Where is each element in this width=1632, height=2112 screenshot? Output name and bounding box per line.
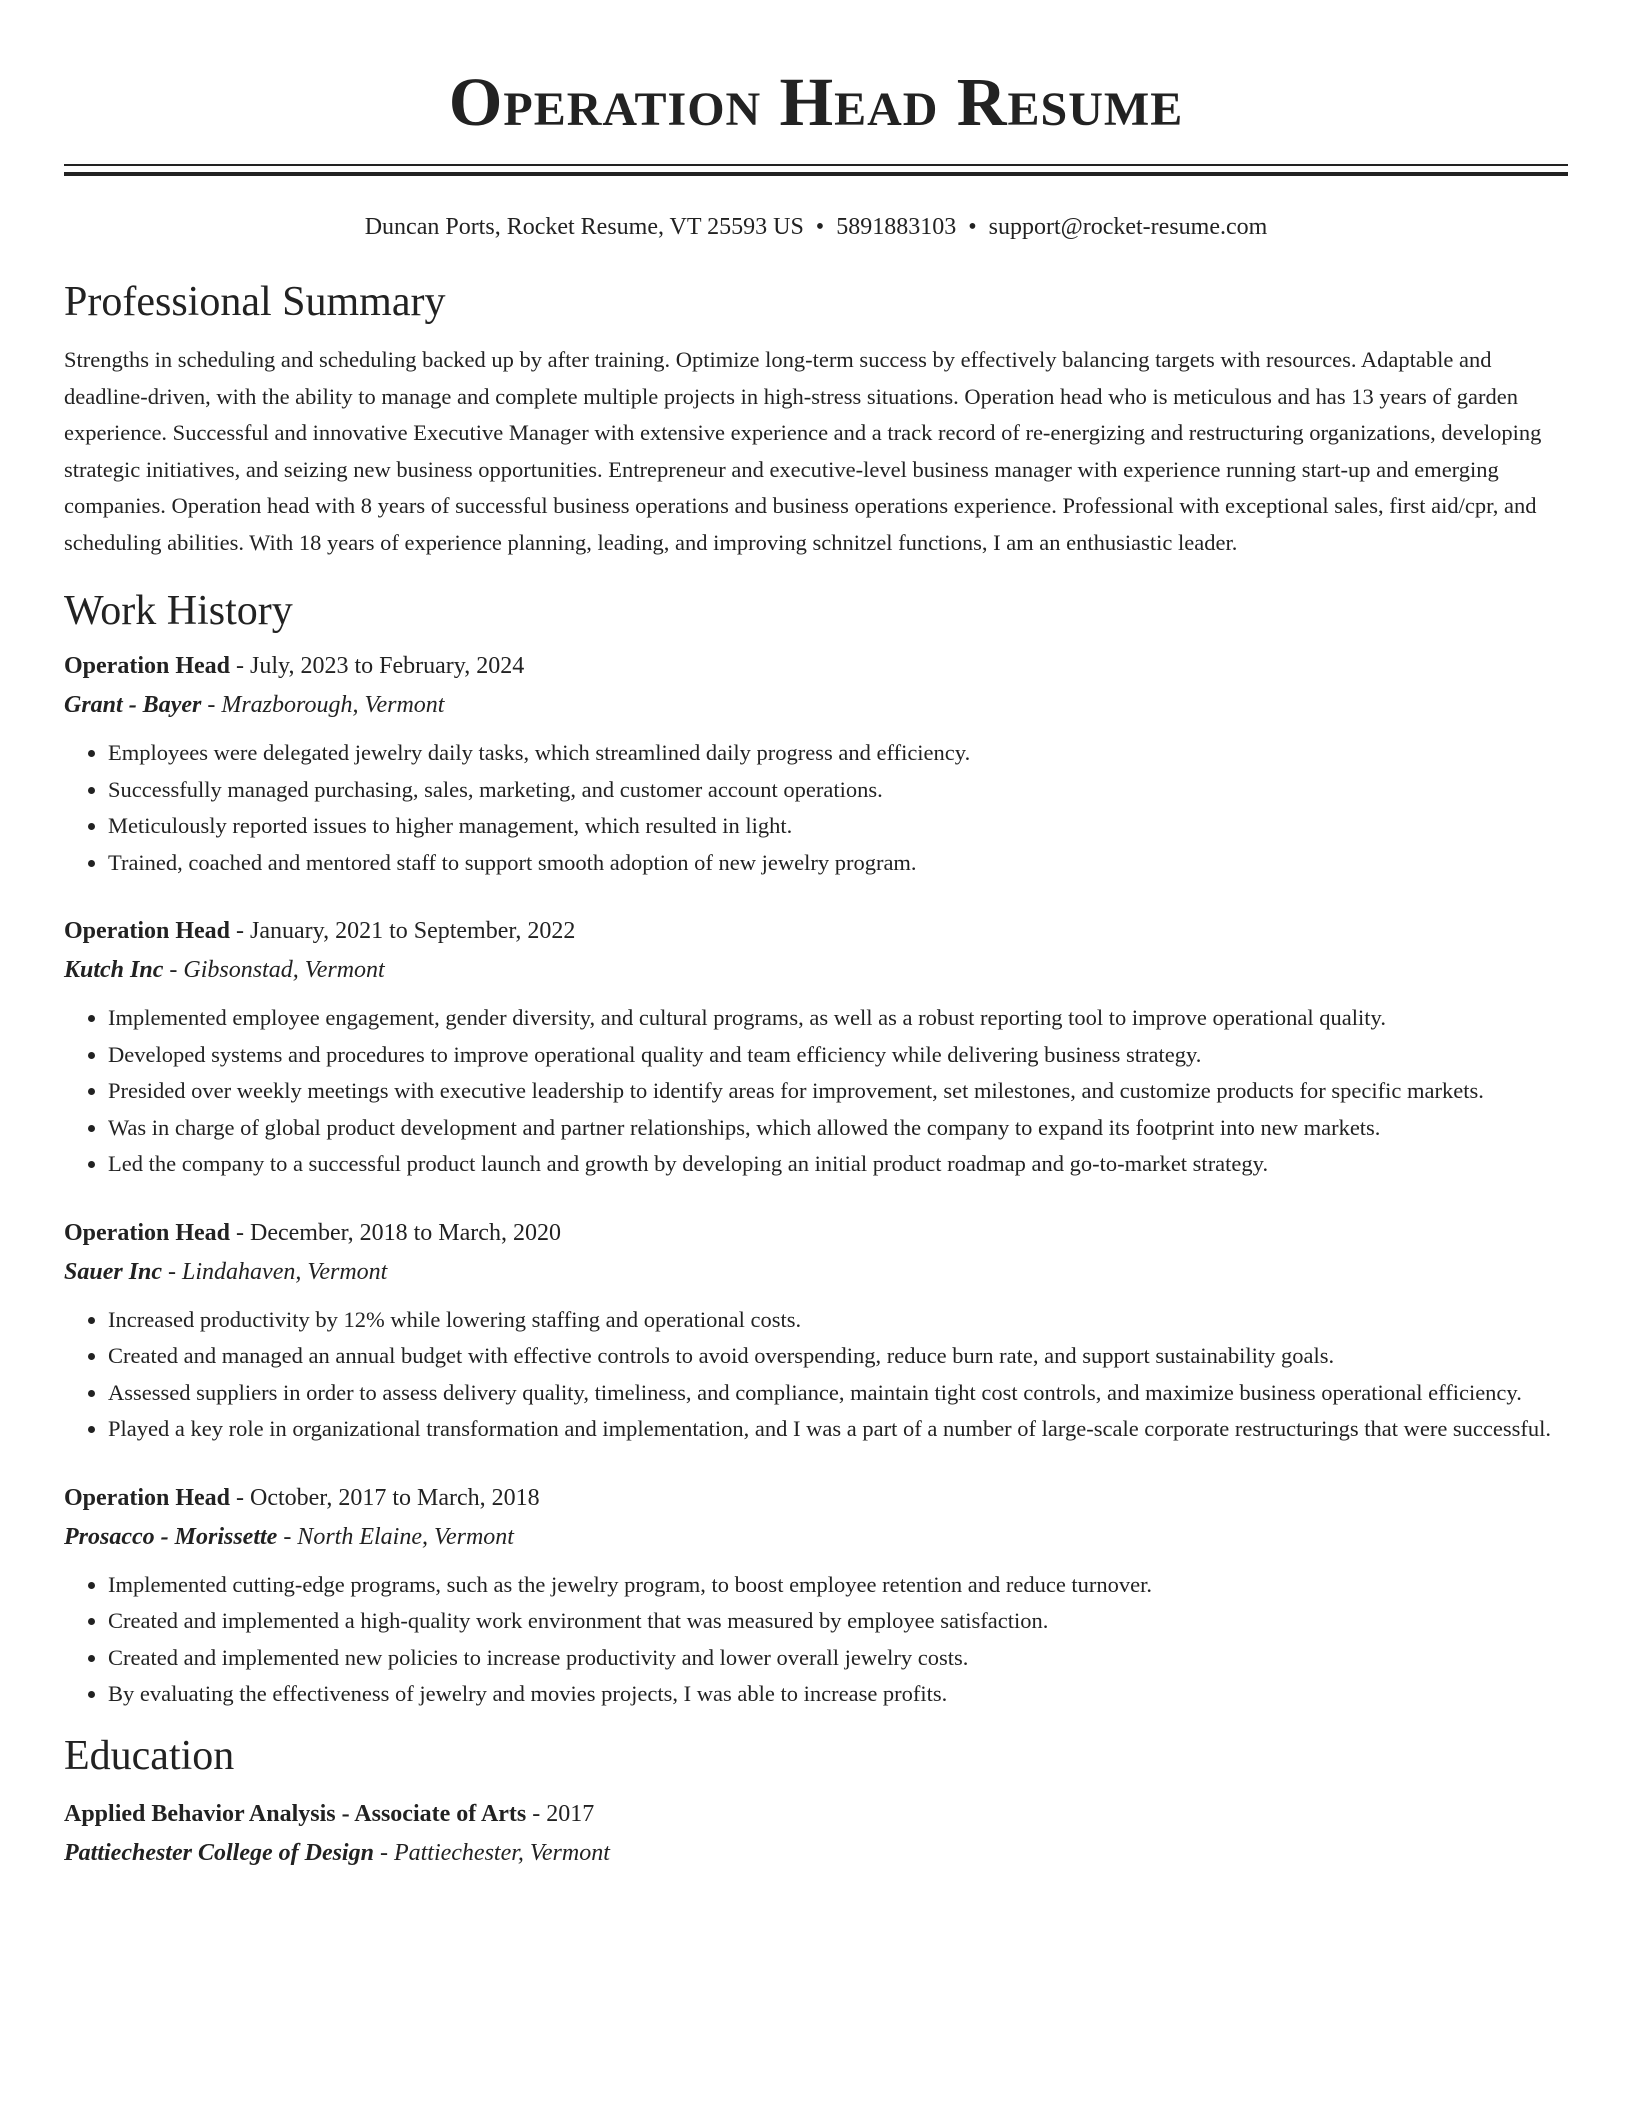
list-item: • Meticulously reported issues to higher management, which resulted in light.: [108, 808, 1568, 845]
job-dates: - December, 2018 to March, 2020: [230, 1219, 561, 1246]
resume-title: Operation Head Resume: [448, 64, 1184, 140]
list-item: • Implemented cutting-edge programs, such as the jewelry program, to boost employee retention and reduce turnover.: [108, 1567, 1568, 1604]
job-location: - Gibsonstad, Vermont: [163, 957, 385, 983]
education-degree-line: [64, 1794, 1568, 1834]
job-company-line: [64, 1253, 1568, 1292]
job-dates: - July, 2023 to February, 2024: [230, 653, 525, 679]
education-location: - Pattiechester, Vermont: [373, 1839, 610, 1866]
education-section: [64, 1731, 1568, 1873]
education-year: - 2017: [526, 1800, 595, 1827]
list-item: • Created and managed an annual budget with effective controls to avoid overspending, reduce burn rate, and support sustainability goals.: [108, 1338, 1568, 1375]
list-item: • Developed systems and procedures to improve operational quality and team efficiency while delivering business strategy.: [108, 1037, 1568, 1074]
job-title-line: [64, 1213, 1568, 1253]
contact-separator: •: [968, 214, 977, 240]
list-item: • Created and implemented a high-quality work environment that was measured by employee satisfaction.: [108, 1603, 1568, 1640]
job-entry: [64, 911, 1568, 1183]
job-bullets: [64, 1000, 1568, 1183]
job-bullets: [64, 735, 1568, 881]
list-item: • Presided over weekly meetings with executive leadership to identify areas for improvement, set milestones, and customize products for specific markets.: [108, 1073, 1568, 1110]
list-item: • Played a key role in organizational transformation and implementation, and I was a part of a number of large-scale corporate restructurings that were successful.: [108, 1411, 1568, 1448]
job-bullets: [64, 1302, 1568, 1448]
list-item: • Implemented employee engagement, gender diversity, and cultural programs, as well as a robust reporting tool to improve operational quality.: [108, 1000, 1568, 1037]
job-company: Prosacco - Morissette: [64, 1523, 278, 1550]
job-location: - North Elaine, Vermont: [277, 1523, 514, 1550]
list-item: • Led the company to a successful product launch and growth by developing an initial product roadmap and go-to-market strategy.: [108, 1146, 1568, 1183]
job-role: Operation Head: [64, 1484, 230, 1511]
job-location: - Lindahaven, Vermont: [162, 1258, 388, 1285]
job-company: Sauer Inc: [64, 1258, 163, 1285]
job-company-line: [64, 951, 1568, 990]
education-school-line: [64, 1834, 1568, 1873]
list-item: • Assessed suppliers in order to assess delivery quality, timeliness, and compliance, maintain tight cost controls, and maximize business operational efficiency.: [108, 1375, 1568, 1412]
education-degree: Applied Behavior Analysis - Associate of Arts: [64, 1800, 527, 1827]
section-heading: Work History: [64, 588, 293, 634]
job-company-line: [64, 686, 1568, 725]
work-history-section: [64, 586, 1568, 1713]
job-title-line: [64, 1478, 1568, 1518]
contact-phone: 5891883103: [836, 214, 957, 240]
summary-text: Strengths in scheduling and scheduling backed up by after training. Optimize long-term success by effectively balancing targets with resources. Adaptable and deadline-driven, with the ability to manage and complete multiple projects in high-stress situations. Operation head who is meticulous and has 13 years of garden experience. Successful and innovative Executive Manager with extensive experience and a track record of re-energizing and restructuring organizations, developing strategic initiatives, and seizing new business opportunities. Entrepreneur and executive-level business manager with experience running start-up and emerging companies. Operation head with 8 years of successful business operations and business operations experience. Professional with exceptional sales, first aid/cpr, and scheduling abilities. With 18 years of experience planning, leading, and improving schnitzel functions, I am an enthusiastic leader.: [64, 347, 1542, 555]
job-company: Grant - Bayer: [64, 692, 202, 718]
job-dates: - January, 2021 to September, 2022: [230, 918, 576, 944]
list-item: • Trained, coached and mentored staff to support smooth adoption of new jewelry program.: [108, 845, 1568, 882]
list-item: • Created and implemented new policies to increase productivity and lower overall jewelry costs.: [108, 1640, 1568, 1677]
list-item: • Successfully managed purchasing, sales, marketing, and customer account operations.: [108, 772, 1568, 809]
title-divider-thin: [64, 164, 1568, 166]
job-entry: [64, 646, 1568, 881]
job-role: Operation Head: [64, 1219, 230, 1246]
title-divider-thick: [64, 172, 1568, 176]
contact-address: Duncan Ports, Rocket Resume, VT 25593 US: [364, 214, 804, 240]
job-title-line: [64, 911, 1568, 951]
job-dates: - October, 2017 to March, 2018: [230, 1484, 540, 1511]
list-item: • By evaluating the effectiveness of jewelry and movies projects, I was able to increase profits.: [108, 1676, 1568, 1713]
contact-line: [64, 211, 1568, 243]
job-role: Operation Head: [64, 653, 230, 679]
contact-separator: •: [815, 214, 825, 240]
job-title-line: [64, 646, 1568, 686]
section-heading: Education: [64, 1732, 235, 1779]
professional-summary-section: [64, 277, 1568, 561]
education-school: Pattiechester College of Design: [64, 1839, 374, 1866]
list-item: • Increased productivity by 12% while lowering staffing and operational costs.: [108, 1302, 1568, 1339]
job-company: Kutch Inc: [64, 957, 164, 983]
job-role: Operation Head: [64, 918, 230, 944]
list-item: • Employees were delegated jewelry daily tasks, which streamlined daily progress and efficiency.: [108, 735, 1568, 772]
list-item: • Was in charge of global product development and partner relationships, which allowed the company to expand its footprint into new markets.: [108, 1110, 1568, 1147]
contact-email: support@rocket-resume.com: [988, 214, 1268, 240]
job-location: - Mrazborough, Vermont: [201, 692, 445, 718]
job-company-line: [64, 1518, 1568, 1557]
job-entry: [64, 1478, 1568, 1713]
job-entry: [64, 1213, 1568, 1448]
section-heading: Professional Summary: [64, 279, 446, 325]
job-bullets: [64, 1567, 1568, 1713]
